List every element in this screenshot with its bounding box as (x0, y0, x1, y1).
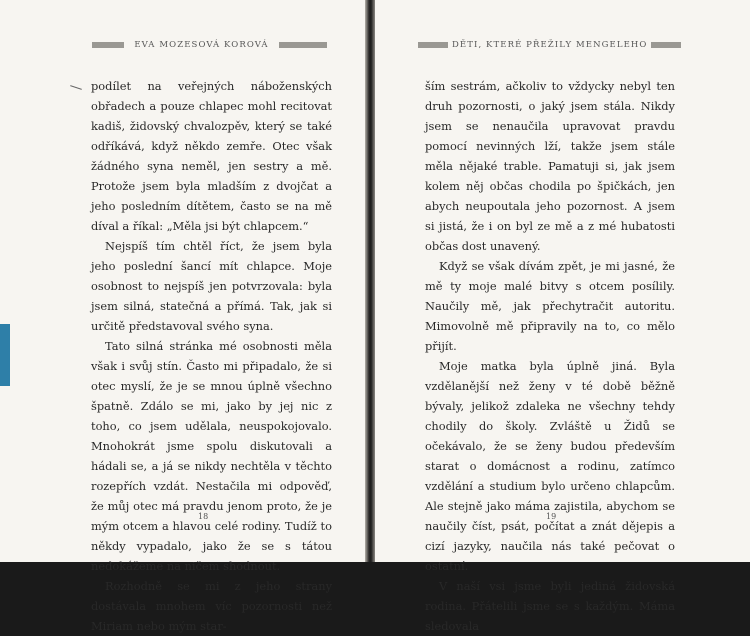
header-rule-right (279, 42, 327, 48)
left-page (0, 0, 366, 633)
left-page-number: 18 (198, 512, 209, 521)
book-gutter (365, 0, 375, 562)
paragraph: ším sestrám, ačkoliv to vždycky nebyl ten druh pozornosti, o jaký jsem stála. Nikdy jsem se nenaučila upravovat pravdu pomocí nevinných lží, takže jsem stále měla nějaké trable. Pamatuji si, jak jsem kolem něj občas chodila po špičkách, jen abych neupoutala jeho pozornost. A jsem si jistá, že i on byl ze mě a z mé hubatosti občas dost unavený. (425, 79, 675, 253)
right-page-number: 19 (546, 512, 557, 521)
left-body-text (91, 76, 332, 636)
header-rule-left (92, 42, 124, 48)
right-running-head-text: DĚTI, KTERÉ PŘEŽILY MENGELEHO (452, 40, 648, 50)
left-running-head (92, 38, 327, 52)
paragraph: Nejspíš tím chtěl říct, že jsem byla jeho poslední šancí mít chlapce. Moje osobnost to nejspíš jen potvrzovala: byla jsem silná, statečná a přímá. Tak, jak si určitě představoval svého syna. (91, 239, 332, 333)
paragraph: V naší vsi jsme byli jediná židovská rodina. Přátelili jsme se s každým. Máma sledovala (425, 579, 675, 633)
paragraph: Rozhodně se mi z jeho strany dostávala mnohem víc pozornosti než Miriam nebo mým star- (91, 579, 332, 633)
pencil-mark (70, 85, 82, 90)
header-rule-left (418, 42, 448, 48)
paragraph: Tato silná stránka mé osobnosti měla však i svůj stín. Často mi připadalo, že si otec myslí, že je se mnou úplně všechno špatně. Zdálo se mi, jako by jej nic z toho, co jsem udělala, neuspokojovalo. Mnohokrát jsme spolu diskutovali a hádali se, a já se nikdy nechtěla v těchto rozepřích vzdát. Nestačila mi odpověď, že můj otec má pravdu jenom proto, že je mým otcem a hlavou celé rodiny. Tudíž to někdy vypadalo, jako že se s tátou nedokážeme na ničem shodnout. (91, 339, 332, 573)
blue-edge-strip (0, 324, 10, 386)
paragraph: podílet na veřejných náboženských obřadech a pouze chlapec mohl recitovat kadiš, židovský chvalozpěv, který se také odříkává, když někdo zemře. Otec však žádného syna neměl, jen sestry a mě. Protože jsem byla mladším z dvojčat a jeho posledním dítětem, často se na mě díval a říkal: „Měla jsi být chlapcem.“ (91, 79, 332, 233)
right-running-head (418, 38, 668, 52)
paragraph: Když se však dívám zpět, je mi jasné, že mě ty moje malé bitvy s otcem posílily. Naučily mě, jak přechytračit autoritu. Mimovolně mě připravily na to, co mělo přijít. (425, 259, 675, 353)
right-body-text (425, 76, 675, 636)
header-rule-right (651, 42, 681, 48)
paragraph: Moje matka byla úplně jiná. Byla vzdělanější než ženy v té době běžně bývaly, jelikož zdaleka ne všechny tehdy chodily do školy. Zvláště u Židů se očekávalo, že se ženy budou především starat o domácnost a rodinu, zatímco vzdělání a studium bylo určeno chlapcům. Ale stejně jako máma zajistila, abychom se naučily číst, psát, počítat a znát dějepis a cizí jazyky, naučila nás také pečovat o ostatní. (425, 359, 675, 573)
left-running-head-text: EVA MOZESOVÁ KOROVÁ (134, 40, 269, 50)
